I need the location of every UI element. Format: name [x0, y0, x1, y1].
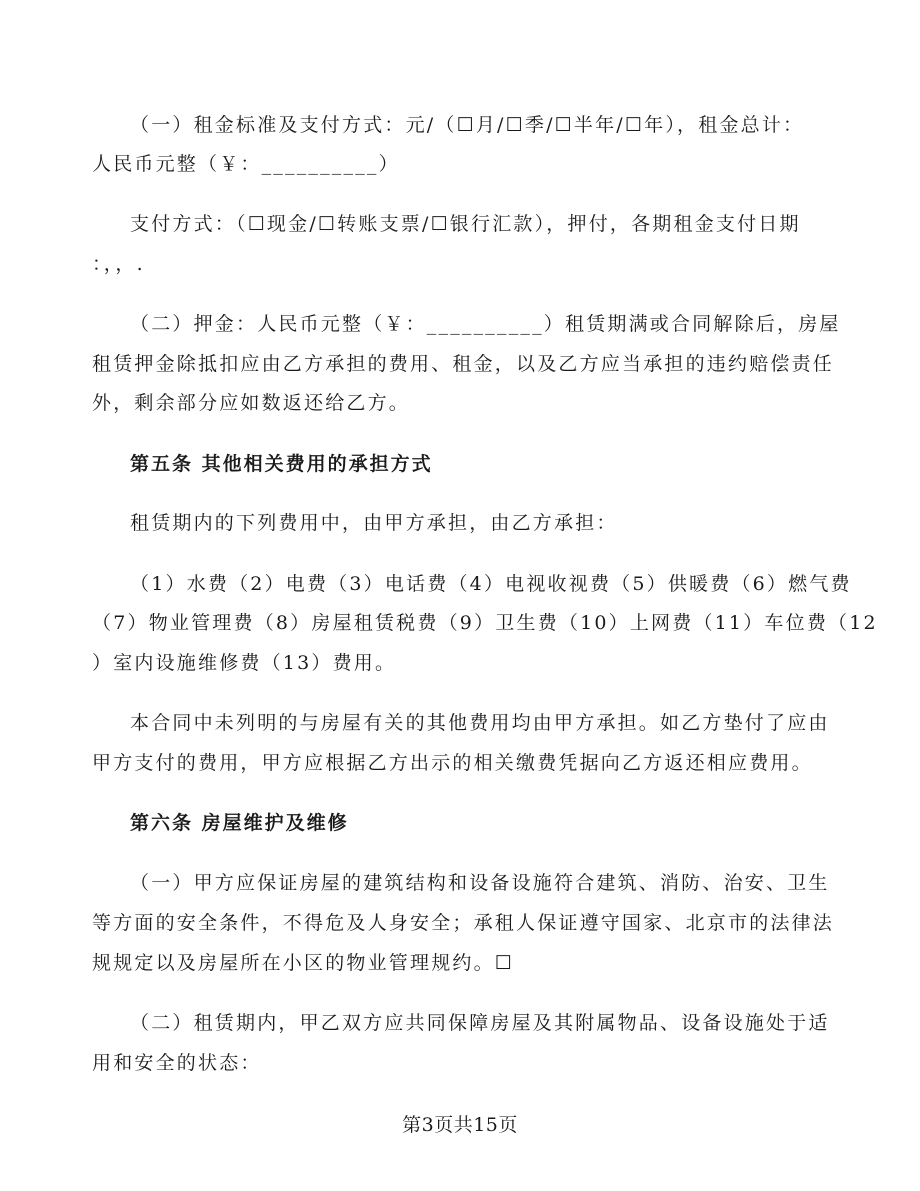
- deposit-line-2: 租赁押金除抵扣应由乙方承担的费用、租金，以及乙方应当承担的违约赔偿责任: [92, 353, 835, 375]
- payment-dates-line: ：，，.: [92, 253, 145, 275]
- other-fees-line-1: 本合同中未列明的与房屋有关的其他费用均由甲方承担。如乙方垫付了应由: [130, 712, 830, 734]
- fees-list-line-2: （7）物业管理费（8）房屋租赁税费（9）卫生费（10）上网费（11）车位费（12: [92, 612, 878, 634]
- page-number: 第3页共15页: [402, 1114, 518, 1136]
- fees-list-line-1: （1）水费（2）电费（3）电话费（4）电视收视费（5）供暖费（6）燃气费: [130, 573, 852, 595]
- article-five-heading: 第五条 其他相关费用的承担方式: [130, 453, 433, 475]
- maintenance-line-2: 等方面的安全条件，不得危及人身安全；承租人保证遵守国家、北京市的法律法: [92, 912, 835, 934]
- fees-intro-line: 租赁期内的下列费用中，由甲方承担，由乙方承担：: [130, 512, 618, 534]
- maintenance-line-5: 用和安全的状态：: [92, 1052, 262, 1074]
- rent-standard-line: （一）租金标准及支付方式：元/（☐月/☐季/☐半年/☐年），租金总计：: [130, 114, 805, 136]
- other-fees-line-2: 甲方支付的费用，甲方应根据乙方出示的相关缴费凭据向乙方返还相应费用。: [92, 752, 813, 774]
- maintenance-line-1: （一）甲方应保证房屋的建筑结构和设备设施符合建筑、消防、治安、卫生: [130, 872, 830, 894]
- maintenance-line-4: （二）租赁期内，甲乙双方应共同保障房屋及其附属物品、设备设施处于适: [130, 1012, 830, 1034]
- fees-list-line-3: ）室内设施维修费（13）费用。: [92, 652, 397, 674]
- deposit-line-3: 外，剩余部分应如数返还给乙方。: [92, 392, 411, 414]
- deposit-line-1: （二）押金：人民币元整（￥：__________）租赁期满或合同解除后，房屋: [130, 313, 841, 335]
- rent-total-line: 人民币元整（￥：__________）: [92, 153, 400, 175]
- payment-method-line: 支付方式：（☐现金/☐转账支票/☐银行汇款），押付，各期租金支付日期: [130, 213, 801, 235]
- article-six-heading: 第六条 房屋维护及维修: [130, 812, 349, 834]
- maintenance-line-3: 规规定以及房屋所在小区的物业管理规约。☐: [92, 952, 515, 974]
